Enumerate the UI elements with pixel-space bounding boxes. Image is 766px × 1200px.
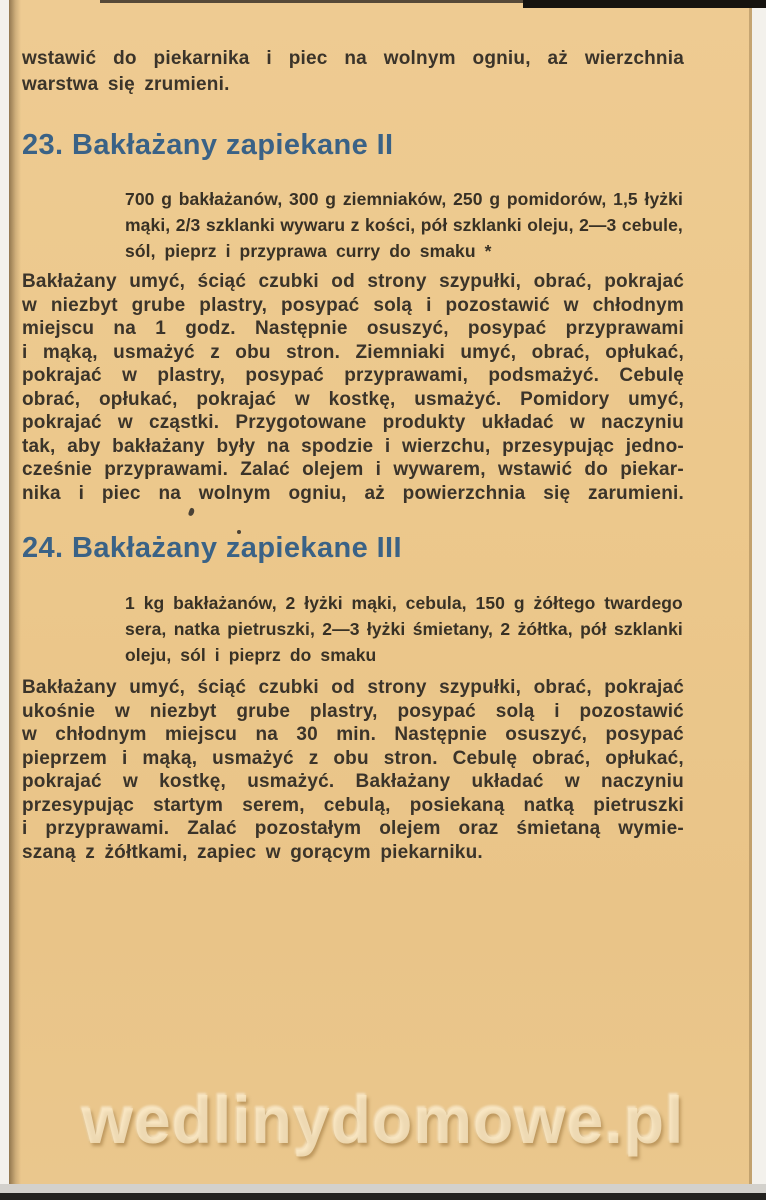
text-line: tak, aby bakłażany były na spodzie i wierzchu, przesypując jedno- — [22, 435, 684, 457]
scan-artifact-top-right-bar — [523, 0, 766, 8]
watermark: wedlinydomowe.pl — [81, 1083, 685, 1157]
recipe-24-heading: 24. Bakłażany zapiekane III — [22, 532, 402, 564]
paper-left-edge-shadow — [9, 0, 21, 1185]
text-line: pokrajać w cząstki. Przygotowane produkty układać w naczyniu — [22, 412, 684, 433]
text-line: szaną z żółtkami, zapiec w gorącym piekarniku. — [22, 841, 483, 863]
text-line: nika i piec na wolnym ogniu, aż powierzchnia się zarumieni. — [22, 482, 684, 504]
text-line: miejscu na 1 godz. Następnie osuszyć, posypać przyprawami — [22, 318, 684, 339]
recipe-23-heading: 23. Bakłażany zapiekane II — [22, 129, 394, 161]
text-line: ukośnie w niezbyt grube plastry, posypać solą i pozostawić — [22, 700, 684, 722]
text-line: przesypując startym serem, cebulą, posiekaną natką pietruszki — [22, 794, 684, 816]
recipe-24-body — [22, 676, 684, 864]
intro-paragraph — [22, 46, 684, 98]
scan-artifact-bottom-gray-bar — [0, 1184, 766, 1193]
text-line: mąki, 2/3 szklanki wywaru z kości, pół szklanki oleju, 2—3 cebule, — [125, 215, 683, 235]
text-line: sera, natka pietruszki, 2—3 łyżki śmietany, 2 żółtka, pół szklanki — [125, 619, 683, 639]
text-line: sól, pieprz i przyprawa curry do smaku * — [125, 241, 492, 261]
scan-artifact-bottom-dark-bar — [0, 1193, 766, 1200]
text-line: obrać, opłukać, pokrajać w kostkę, usmażyć. Pomidory umyć, — [22, 388, 684, 410]
text-line: pokrajać w kostkę, usmażyć. Bakłażany układać w naczyniu — [22, 771, 684, 792]
recipe-23-body — [22, 270, 684, 505]
text-line: i przyprawami. Zalać pozostałym olejem oraz śmietaną wymie- — [22, 818, 684, 839]
text-line: Bakłażany umyć, ściąć czubki od strony szypułki, obrać, pokrajać — [22, 677, 684, 698]
paper-right-edge-line — [749, 0, 752, 1185]
recipe-24-ingredients — [125, 590, 683, 668]
text-line: i mąką, usmażyć z obu stron. Ziemniaki umyć, obrać, opłukać, — [22, 341, 684, 363]
text-line: w chłodnym miejscu na 30 min. Następnie osuszyć, posypać — [22, 724, 684, 745]
text-line: cześnie przyprawami. Zalać olejem i wywarem, wstawić do piekar- — [22, 459, 684, 480]
text-line: pieprzem i mąką, usmażyć z obu stron. Cebulę obrać, opłukać, — [22, 747, 684, 769]
recipe-23-ingredients — [125, 186, 683, 264]
text-line: warstwa się zrumieni. — [22, 74, 230, 95]
text-line: pokrajać w plastry, posypać przyprawami, podsmażyć. Cebulę — [22, 365, 684, 386]
text-line: w niezbyt grube plastry, posypać solą i pozostawić w chłodnym — [22, 294, 684, 316]
text-line: 700 g bakłażanów, 300 g ziemniaków, 250 g pomidorów, 1,5 łyżki — [125, 189, 683, 209]
text-line: oleju, sól i pieprz do smaku — [125, 645, 377, 665]
text-line: Bakłażany umyć, ściąć czubki od strony szypułki, obrać, pokrajać — [22, 271, 684, 292]
text-line: wstawić do piekarnika i piec na wolnym ogniu, aż wierzchnia — [22, 48, 684, 69]
text-line: 1 kg bakłażanów, 2 łyżki mąki, cebula, 150 g żółtego twardego — [125, 593, 683, 613]
